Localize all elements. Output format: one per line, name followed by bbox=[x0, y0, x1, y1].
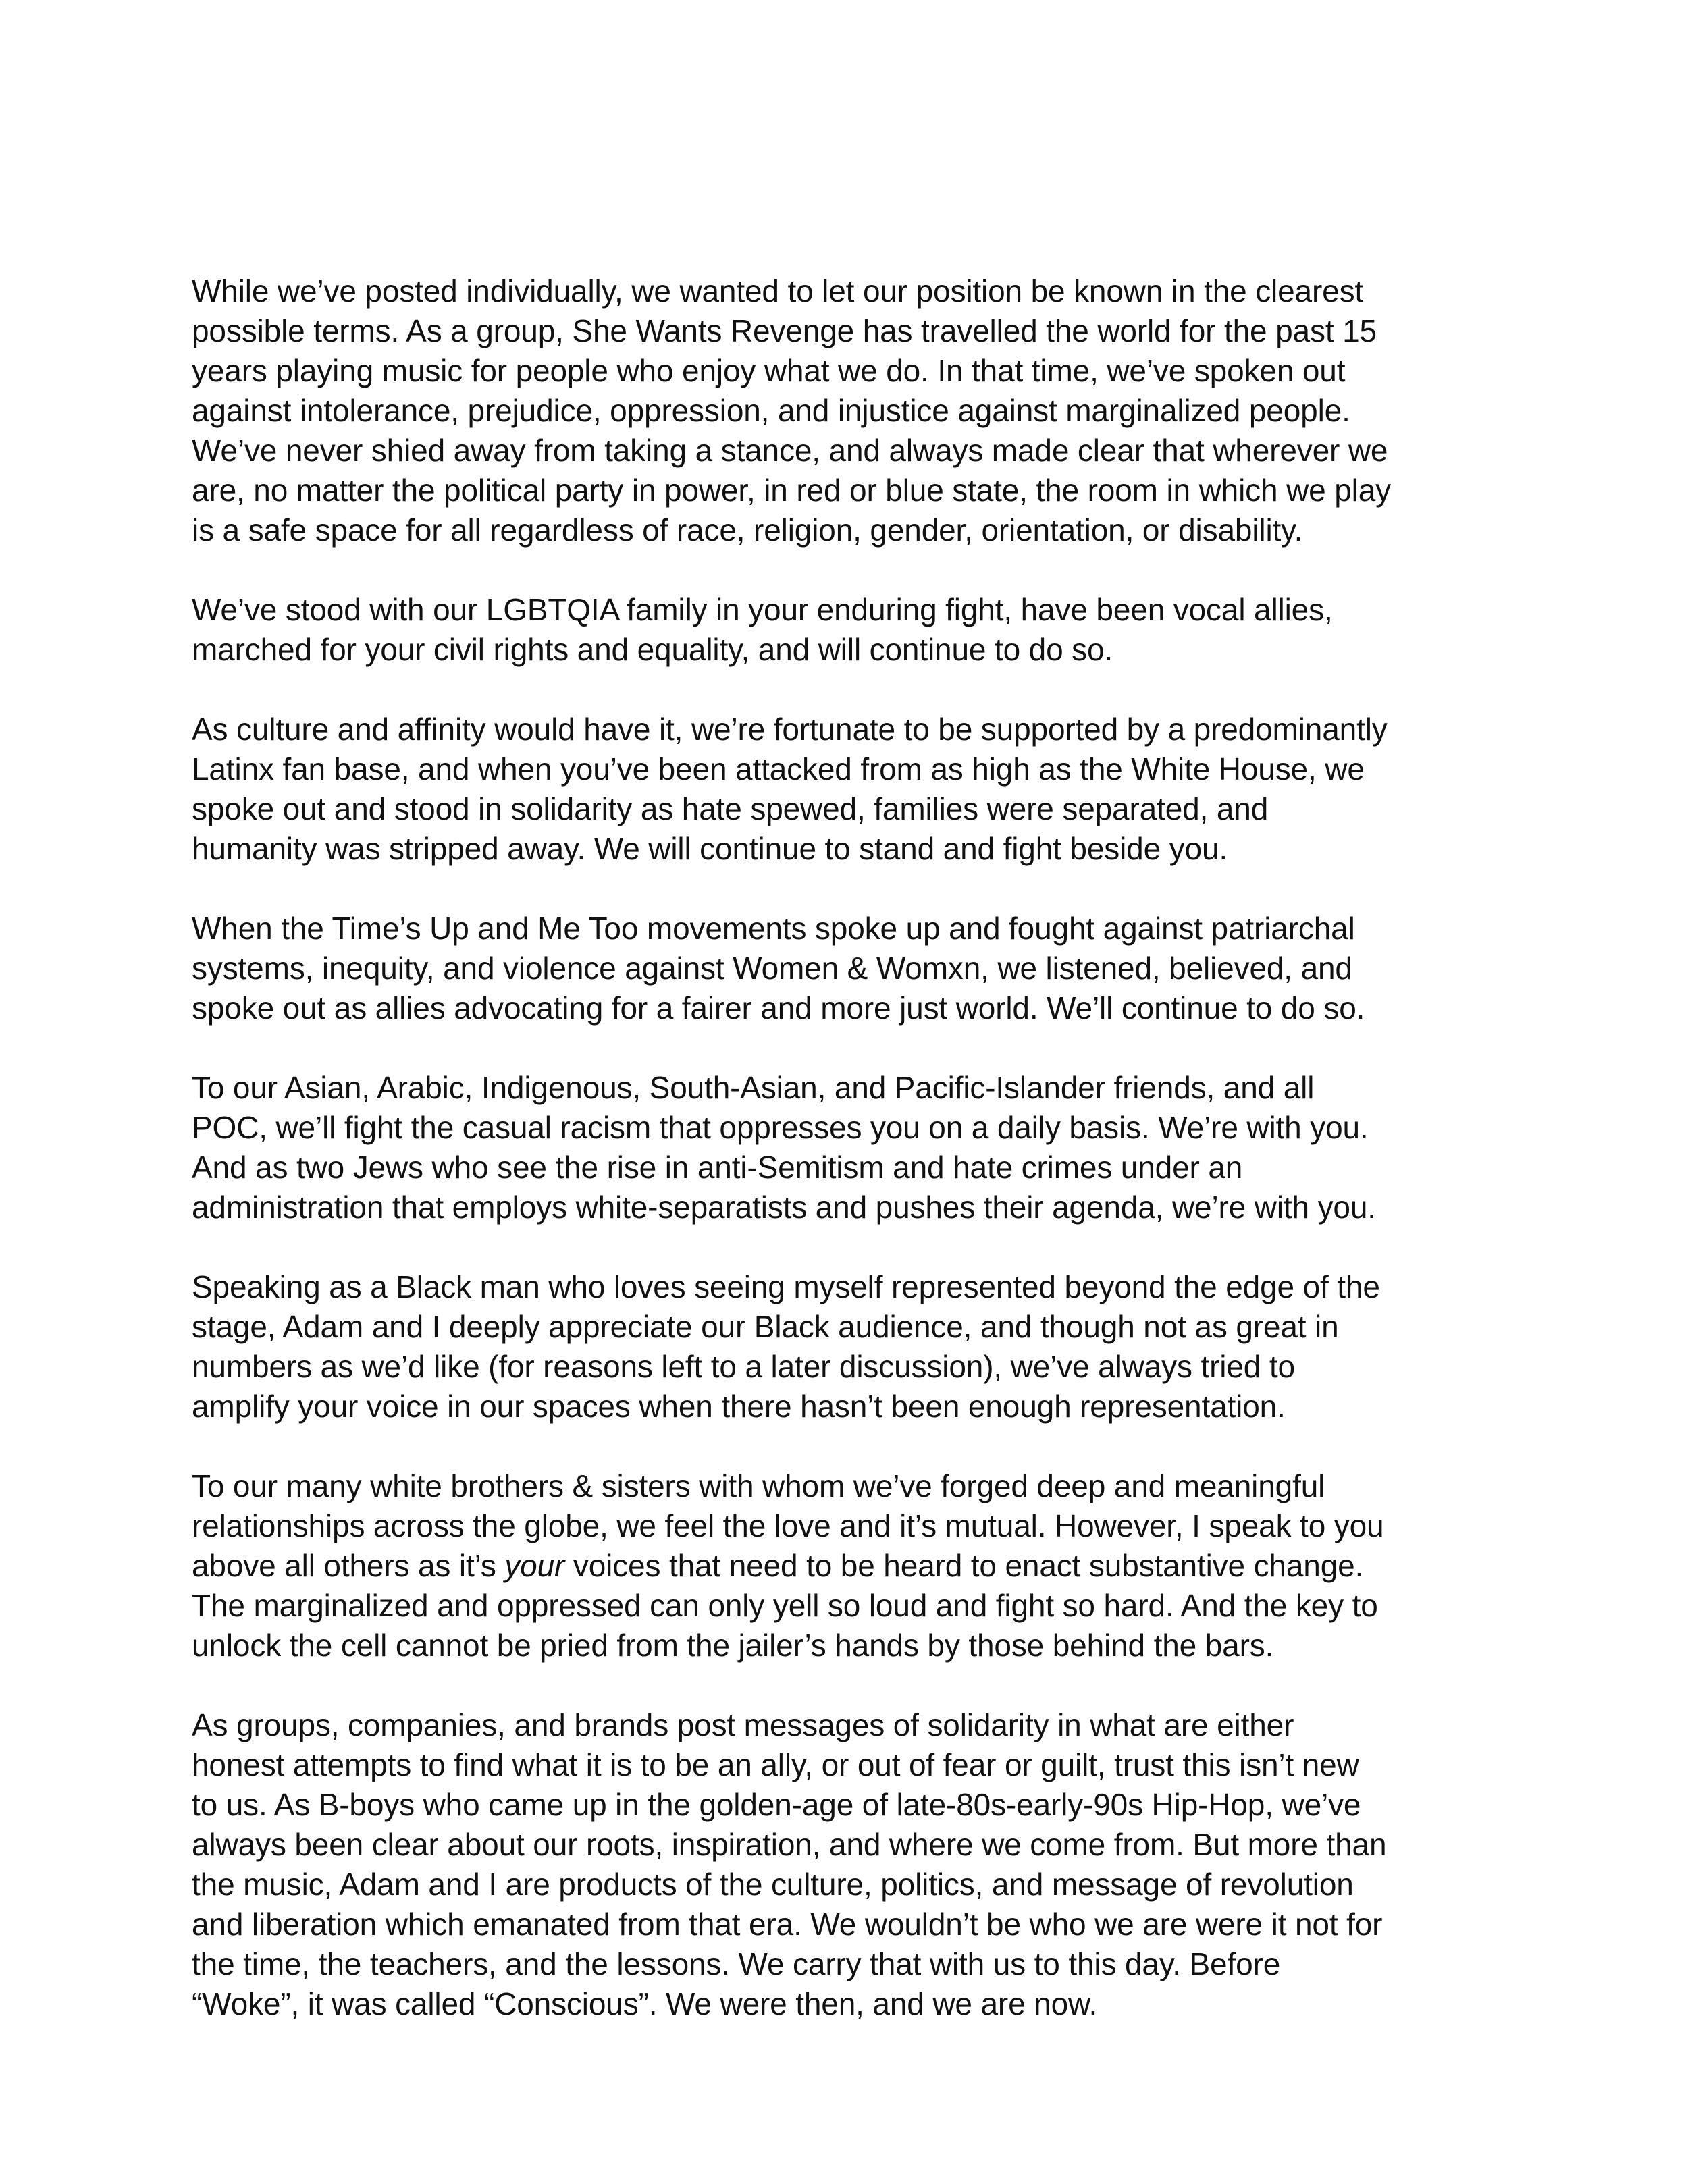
text-line: As groups, companies, and brands post messages of solidarity in what are either bbox=[192, 1707, 1294, 1742]
text-line: unlock the cell cannot be pried from the jailer’s hands by those behind the bars. bbox=[192, 1628, 1274, 1663]
paragraph-3 bbox=[192, 710, 1515, 869]
text-line: are, no matter the political party in power, in red or blue state, the room in which we play bbox=[192, 473, 1392, 508]
text-line: relationships across the globe, we feel the love and it’s mutual. However, I speak to you bbox=[192, 1508, 1384, 1543]
text-line: To our many white brothers & sisters with whom we’ve forged deep and meaningful bbox=[192, 1468, 1325, 1503]
text-line: And as two Jews who see the rise in anti-Semitism and hate crimes under an bbox=[192, 1150, 1243, 1185]
paragraph-spacer bbox=[192, 1666, 1515, 1705]
text-line: The marginalized and oppressed can only yell so loud and fight so hard. And the key to bbox=[192, 1588, 1378, 1623]
text-line: “Woke”, it was called “Conscious”. We were then, and we are now. bbox=[192, 1986, 1098, 2021]
text-line: While we’ve posted individually, we wanted to let our position be known in the clearest bbox=[192, 273, 1364, 309]
paragraph-2 bbox=[192, 590, 1515, 670]
text-line: POC, we’ll fight the casual racism that oppresses you on a daily basis. We’re with you. bbox=[192, 1110, 1369, 1145]
paragraph-spacer bbox=[192, 550, 1515, 590]
text-line: marched for your civil rights and equality, and will continue to do so. bbox=[192, 632, 1113, 667]
paragraph-spacer bbox=[192, 670, 1515, 710]
text-line: Latinx fan base, and when you’ve been attacked from as high as the White House, we bbox=[192, 751, 1365, 787]
paragraph-spacer bbox=[192, 1028, 1515, 1068]
paragraph-spacer bbox=[192, 869, 1515, 909]
text-line: To our Asian, Arabic, Indigenous, South-Asian, and Pacific-Islander friends, and all bbox=[192, 1070, 1315, 1105]
text-line: Speaking as a Black man who loves seeing myself represented beyond the edge of the bbox=[192, 1269, 1380, 1304]
text-line: numbers as we’d like (for reasons left to a later discussion), we’ve always tried to bbox=[192, 1349, 1295, 1384]
text-line: We’ve stood with our LGBTQIA family in your enduring fight, have been vocal allies, bbox=[192, 592, 1333, 627]
text-line: When the Time’s Up and Me Too movements spoke up and fought against patriarchal bbox=[192, 911, 1355, 946]
paragraph-spacer bbox=[192, 1227, 1515, 1267]
text-fragment: above all others as it’s bbox=[192, 1548, 505, 1583]
text-line: We’ve never shied away from taking a stance, and always made clear that wherever we bbox=[192, 433, 1388, 468]
text-line: is a safe space for all regardless of race, religion, gender, orientation, or disability. bbox=[192, 512, 1303, 548]
text-line: humanity was stripped away. We will continue to stand and fight beside you. bbox=[192, 831, 1228, 866]
text-line-with-emphasis bbox=[192, 1546, 1515, 1586]
paragraph-8 bbox=[192, 1705, 1515, 2024]
text-line: As culture and affinity would have it, we’re fortunate to be supported by a predominantly bbox=[192, 712, 1388, 747]
text-line: against intolerance, prejudice, oppression, and injustice against marginalized people. bbox=[192, 393, 1350, 428]
paragraph-4 bbox=[192, 909, 1515, 1028]
text-line: to us. As B-boys who came up in the golden-age of late-80s-early-90s Hip-Hop, we’ve bbox=[192, 1787, 1361, 1822]
text-line: spoke out as allies advocating for a fairer and more just world. We’ll continue to do so. bbox=[192, 990, 1365, 1026]
text-fragment: voices that need to be heard to enact substantive change. bbox=[564, 1548, 1364, 1583]
text-line: the time, the teachers, and the lessons. We carry that with us to this day. Before bbox=[192, 1946, 1281, 1981]
statement-body bbox=[192, 271, 1515, 2024]
paragraph-1 bbox=[192, 271, 1515, 550]
text-line: administration that employs white-separatists and pushes their agenda, we’re with you. bbox=[192, 1190, 1376, 1225]
text-line: always been clear about our roots, inspiration, and where we come from. But more than bbox=[192, 1827, 1387, 1862]
text-line: systems, inequity, and violence against Women & Womxn, we listened, believed, and bbox=[192, 951, 1352, 986]
paragraph-6 bbox=[192, 1267, 1515, 1427]
text-line: stage, Adam and I deeply appreciate our Black audience, and though not as great in bbox=[192, 1309, 1339, 1344]
text-line: years playing music for people who enjoy what we do. In that time, we’ve spoken out bbox=[192, 353, 1346, 388]
text-line: possible terms. As a group, She Wants Revenge has travelled the world for the past 15 bbox=[192, 313, 1377, 348]
text-line: and liberation which emanated from that era. We wouldn’t be who we are were it not for bbox=[192, 1907, 1383, 1942]
paragraph-5 bbox=[192, 1068, 1515, 1227]
emphasized-word: your bbox=[504, 1548, 565, 1583]
text-line: honest attempts to find what it is to be an ally, or out of fear or guilt, trust this isn’t new bbox=[192, 1747, 1359, 1782]
text-line: the music, Adam and I are products of the culture, politics, and message of revolution bbox=[192, 1867, 1354, 1902]
text-line: spoke out and stood in solidarity as hate spewed, families were separated, and bbox=[192, 791, 1269, 826]
text-line: amplify your voice in our spaces when there hasn’t been enough representation. bbox=[192, 1389, 1286, 1424]
paragraph-spacer bbox=[192, 1427, 1515, 1466]
paragraph-7 bbox=[192, 1466, 1515, 1666]
